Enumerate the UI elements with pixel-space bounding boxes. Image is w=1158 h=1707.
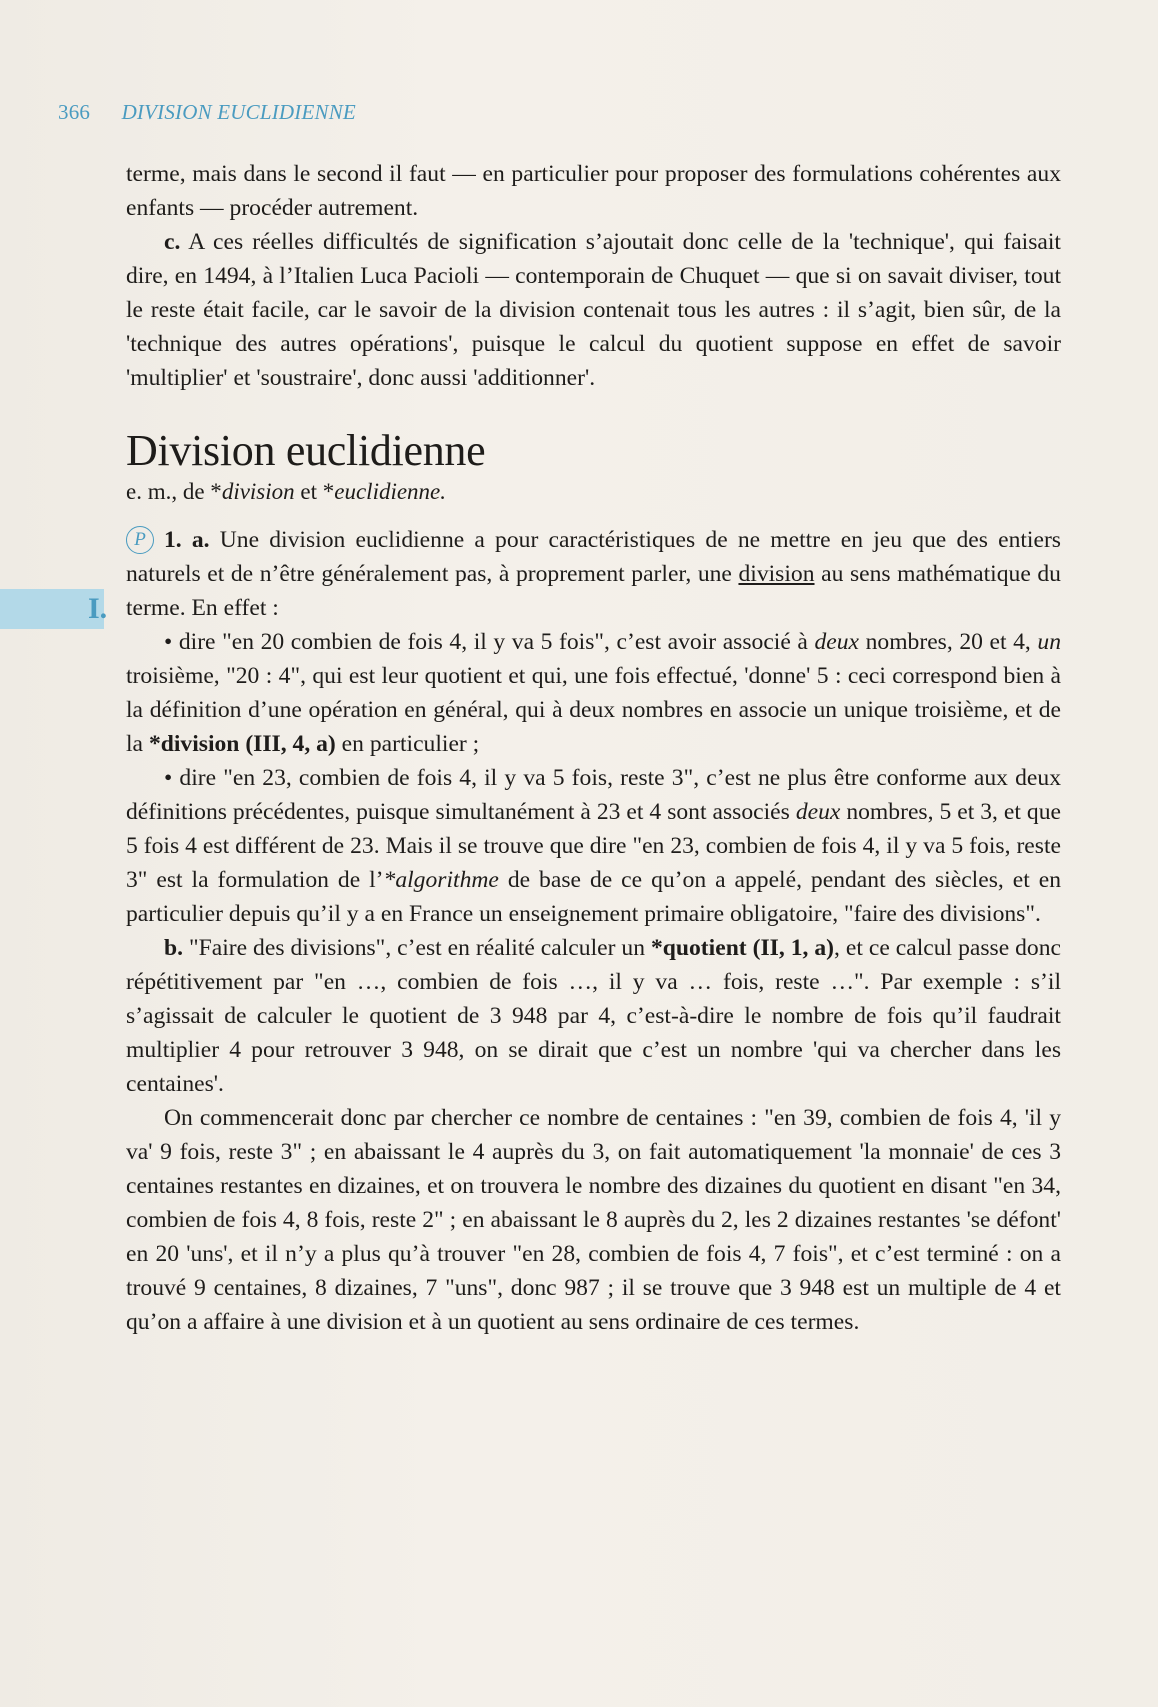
bullet-text: nombres, 20 et 4,	[859, 629, 1038, 655]
bullet-italic: deux	[814, 629, 860, 655]
bullet-text: de base de ce qu’on a appelé, pendant des siècles, et en particulier depuis qu’il y a en France un enseignement primaire obligatoire, "faire des divisions".	[126, 867, 1061, 927]
paragraph-1a-text: au sens mathématique du terme. En effet :	[126, 561, 1061, 621]
bullet-text: nombres, 5 et 3, et que 5 fois 4 est différent de 23. Mais il se trouve que dire "en 23, combien de fois 4, il y va 5 fois, reste 3" est la formulation de l’	[126, 799, 1062, 893]
paragraph-1a-label: 1. a.	[164, 527, 210, 553]
paragraph-c-text: A ces réelles difficultés de signification s’ajoutait donc celle de la 'technique', qui faisait dire, en 1494, à l’Italien Luca Pacioli — contemporain de Chuquet — que si on savait diviser, tout le reste était facile, car le savoir de la division contenait tous les autres : il s’agit, bien sûr, de la 'technique des autres opérations', puisque le calcul du quotient suppose en effet de savoir 'multiplier' et 'soustraire', donc aussi 'additionner'.	[126, 229, 1061, 391]
entry-title: Division euclidienne	[126, 426, 486, 475]
etym-link-euclidienne: euclidienne.	[334, 479, 447, 504]
paragraph-1b	[126, 931, 1061, 1101]
etym-part: et *	[294, 479, 335, 504]
bullet-italic: deux	[795, 799, 841, 825]
bullet-icon: •	[164, 629, 173, 655]
paragraph-1b-text: "Faire des divisions", c’est en réalité calculer un	[183, 935, 651, 961]
division-crossref-bold: *division (III, 4, a)	[148, 731, 336, 757]
bullet-text: dire "en 23, combien de fois 4, il y va 5 fois, reste 3", c’est ne plus être conforme aux deux définitions précédentes, puisque simultanément à 23 et 4 sont associés	[126, 765, 1061, 825]
etym-link-division: division	[221, 479, 295, 504]
paragraph-c-label: c.	[164, 229, 181, 255]
pedagogy-badge-icon: P	[126, 526, 154, 554]
final-paragraph: On commencerait donc par chercher ce nombre de centaines : "en 39, combien de fois 4, 'il y va' 9 fois, reste 3" ; en abaissant le 4 auprès du 3, on fait automatiquement 'la monnaie' de ces 3 centaines restantes en dizaines, et on trouvera le nombre des dizaines du quotient en disant "en 34, combien de fois 4, 8 fois, reste 2" ; en abaissant le 8 auprès du 2, les 2 dizaines restantes 'se défont' en 20 'uns', et il n’y a plus qu’à trouver "en 28, combien de fois 4, 7 fois", et c’est terminé : on a trouvé 9 centaines, 8 dizaines, 7 "uns", donc 987 ; il se trouve que 3 948 est un multiple de 4 et qu’on a affaire à une division et à un quotient au sens ordinaire de ces termes.	[126, 1105, 1061, 1335]
bullet-text: troisième, "20 : 4", qui est leur quotient et qui, une fois effectué, 'donne' 5 : ceci correspond bien à la définition d’une opération en général, qui à deux nombres en associe un unique troisième, et de la	[126, 663, 1061, 757]
etym-part: e. m., de *	[126, 479, 222, 504]
quotient-crossref: *quotient (II, 1, a)	[650, 935, 835, 961]
page-body	[126, 157, 1061, 1339]
paragraph-1b-label: b.	[164, 935, 184, 961]
bullet-item-1	[126, 625, 1061, 761]
running-head	[58, 100, 356, 125]
bullet-italic: un	[1037, 629, 1061, 655]
bullet-text: en particulier ;	[335, 731, 480, 757]
paragraph-c	[126, 225, 1061, 395]
paragraph-1b-text: , et ce calcul passe donc répétitivement par "en …, combien de fois …, il y va … fois, reste …". Par exemple : s’il s’agissait de calculer le quotient de 3 948 par 4, c’est-à-dire le nombre de fois qu’il faudrait multiplier 4 pour retrouver 3 948, on se dirait que c’est un nombre 'qui va chercher dans les centaines'.	[126, 935, 1061, 1097]
entry-etymology	[126, 477, 1061, 507]
running-title: DIVISION EUCLIDIENNE	[121, 100, 356, 124]
paragraph-1a-text: Une division euclidienne a pour caractéristiques de ne mettre en jeu que des entiers naturels et de n’être généralement pas, à proprement parler, une	[126, 527, 1061, 587]
bullet-icon: •	[164, 765, 173, 791]
bullet-item-2	[126, 761, 1061, 931]
intro-paragraph: terme, mais dans le second il faut — en particulier pour proposer des formulations cohérentes aux enfants — procéder autrement.	[126, 161, 1061, 221]
algorithme-crossref: *algorithme	[383, 867, 499, 893]
paragraph-1a	[126, 523, 1061, 625]
section-numeral: I.	[88, 592, 108, 625]
bullet-text: dire "en 20 combien de fois 4, il y va 5 fois", c’est avoir associé à	[172, 629, 815, 655]
division-crossref: division	[738, 561, 815, 587]
page-number: 366	[58, 100, 91, 124]
